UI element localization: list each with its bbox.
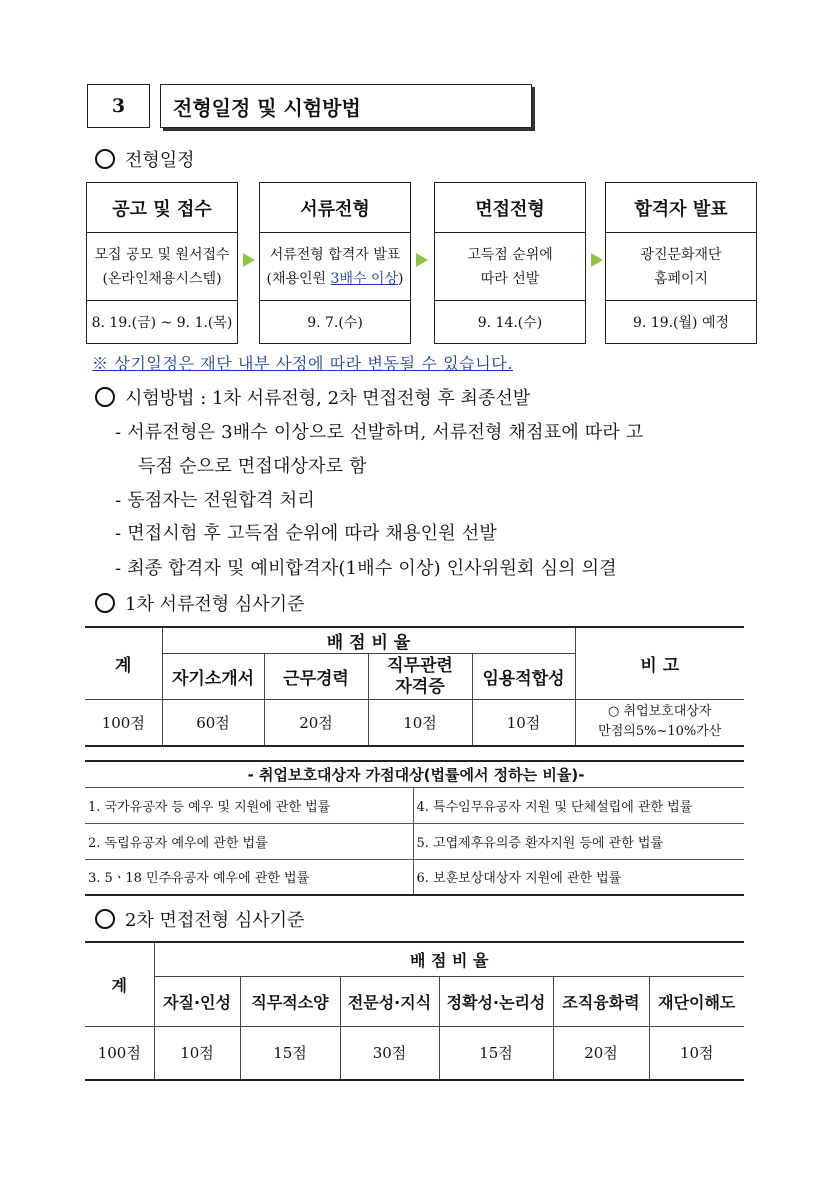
score-cell: 60점 [162,700,264,746]
total-header: 계 [85,627,162,700]
circle-bullet-icon [95,593,115,613]
score-cell: 20점 [553,1026,649,1080]
column-header: 재단이해도 [649,976,744,1026]
circle-bullet-icon [95,149,115,169]
method-item: - 서류전형은 3배수 이상으로 선발하며, 서류전형 채점표에 따라 고 [115,422,644,443]
section-title: 전형일정 및 시험방법 [160,84,532,128]
protected-laws-table [85,760,744,896]
method-item: - 동점자는 전원합격 처리 [115,490,315,511]
arrow-right-icon [243,253,255,267]
step-title: 합격자 발표 [606,183,756,233]
total-header: 계 [85,942,154,1026]
score-cell: 15점 [439,1026,553,1080]
arrow-right-icon [591,253,603,267]
ratio-group-header: 배 점 비 율 [162,627,575,654]
section-number: 3 [87,84,150,128]
method-item: - 최종 합격자 및 예비합격자(1배수 이상) 인사위원회 심의 의결 [115,558,617,579]
column-header: 자질·인성 [154,976,240,1026]
step-description: 고득점 순위에 따라 선발 [435,233,585,301]
law-item: 6. 보훈보상대상자 지원에 관한 법률 [413,859,744,895]
law-item: 3. 5ㆍ18 민주유공자 예우에 관한 법률 [85,859,413,895]
column-header: 조직융화력 [553,976,649,1026]
law-item: 5. 고엽제후유의증 환자지원 등에 관한 법률 [413,823,744,859]
score-cell: 10점 [472,700,575,746]
score-cell: 10점 [649,1026,744,1080]
schedule-step-announcement [86,182,238,344]
score-cell: 30점 [340,1026,439,1080]
protected-caption: - 취업보호대상자 가점대상(법률에서 정하는 비율)- [85,761,744,787]
method-item: 득점 순으로 면접대상자로 함 [138,456,367,477]
method-item: - 면접시험 후 고득점 순위에 따라 채용인원 선발 [115,523,497,544]
step-date: 9. 19.(월) 예정 [632,315,730,331]
step-description: 광진문화재단 홈페이지 [606,233,756,301]
circle-bullet-icon [95,387,115,407]
schedule-note: ※ 상기일정은 재단 내부 사정에 따라 변동될 수 있습니다. [92,354,514,373]
circle-bullet-icon [95,909,115,929]
schedule-step-document [259,182,411,344]
total-value: 100점 [85,1026,154,1080]
ratio-group-header: 배 점 비 율 [154,942,744,976]
step-title: 면접전형 [435,183,585,233]
schedule-heading: 전형일정 [95,146,195,172]
step-title: 서류전형 [260,183,410,233]
column-header: 전문성·지식 [340,976,439,1026]
arrow-right-icon [416,253,428,267]
interview-heading: 2차 면접전형 심사기준 [95,906,304,932]
score-cell: 10점 [368,700,472,746]
step-date: 8. 19.(금) ~ 9. 1.(목) [91,315,233,331]
column-header: 임용적합성 [472,654,575,700]
column-header: 직무적소양 [240,976,340,1026]
step-date: 9. 7.(수) [307,315,363,331]
score-cell: 10점 [154,1026,240,1080]
column-header: 직무관련 자격증 [368,654,472,700]
law-item: 4. 특수임무유공자 지원 및 단체설립에 관한 법률 [413,787,744,823]
remark-cell: ○ 취업보호대상자 만점의5%~10%가산 [575,700,744,746]
doc-review-table [85,626,744,747]
law-item: 2. 독립유공자 예우에 관한 법률 [85,823,413,859]
total-value: 100점 [85,700,162,746]
column-header: 정확성·논리성 [439,976,553,1026]
doc-review-heading: 1차 서류전형 심사기준 [95,590,304,616]
method-heading: 시험방법 : 1차 서류전형, 2차 면접전형 후 최종선발 [95,384,530,410]
law-item: 1. 국가유공자 등 예우 및 지원에 관한 법률 [85,787,413,823]
schedule-step-result [605,182,757,344]
highlight-text: 3배수 이상 [330,270,398,287]
remark-header: 비 고 [575,627,744,700]
interview-table [85,941,744,1081]
step-description: 서류전형 합격자 발표 (채용인원 3배수 이상) [260,233,410,301]
step-title: 공고 및 접수 [87,183,237,233]
column-header: 자기소개서 [162,654,264,700]
step-description: 모집 공모 및 원서접수 (온라인채용시스템) [87,233,237,301]
score-cell: 20점 [264,700,368,746]
score-cell: 15점 [240,1026,340,1080]
step-date: 9. 14.(수) [477,315,543,331]
schedule-step-interview [434,182,586,344]
column-header: 근무경력 [264,654,368,700]
